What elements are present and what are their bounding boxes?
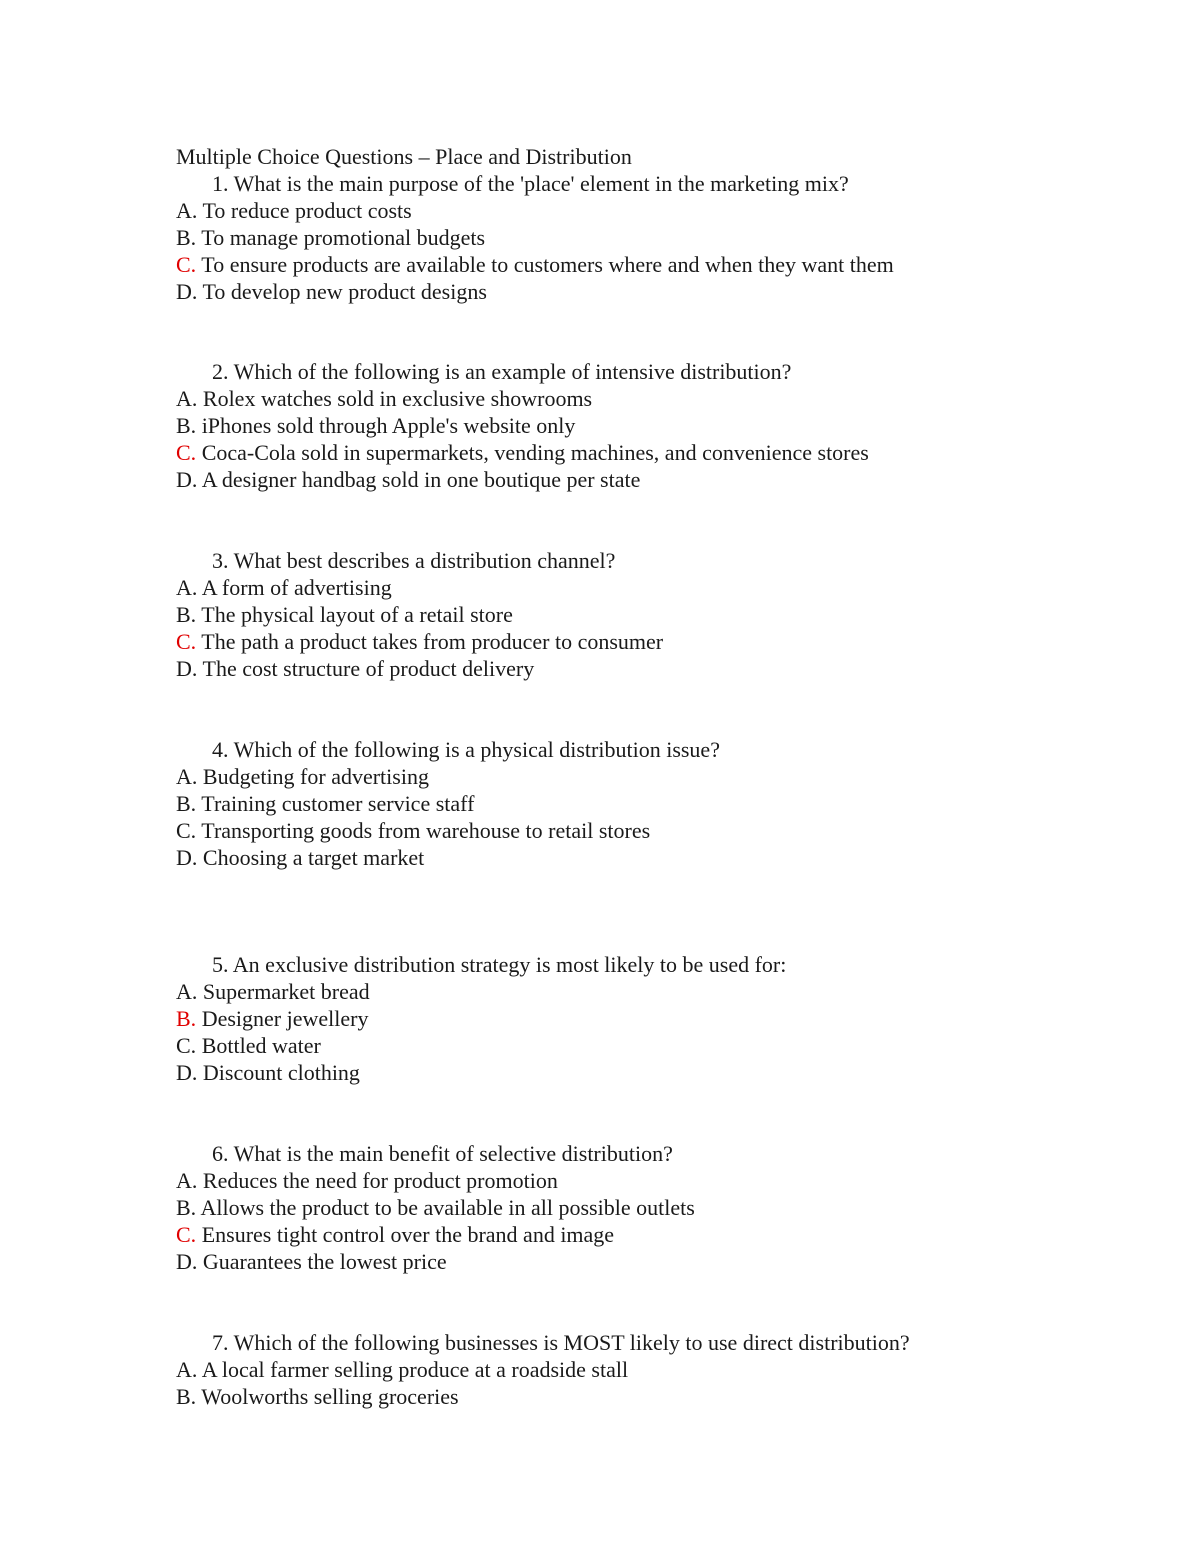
answer-option-c [176,1221,1136,1248]
option-text: Guarantees the lowest price [202,1249,447,1274]
option-letter: D. [176,279,198,304]
answer-option-b [176,1383,1136,1410]
answer-option-b [176,790,1136,817]
option-letter: C. [176,1222,197,1247]
option-letter: C. [176,629,197,654]
option-letter: A. [176,575,198,600]
option-text: Reduces the need for product promotion [202,1168,558,1193]
answer-option-d [176,1248,1136,1275]
option-text: To reduce product costs [202,198,412,223]
question-3 [176,547,1136,682]
option-letter: B. [176,1006,197,1031]
option-letter: B. [176,1384,197,1409]
question-stem: 6. What is the main benefit of selective distribution? [212,1141,673,1166]
option-text: Transporting goods from warehouse to retail stores [201,818,651,843]
question-stem: 5. An exclusive distribution strategy is most likely to be used for: [212,952,787,977]
option-letter: B. [176,791,197,816]
option-letter: D. [176,845,198,870]
answer-option-c [176,628,1136,655]
option-text: A designer handbag sold in one boutique per state [201,467,641,492]
answer-option-d [176,844,1136,871]
answer-option-a [176,385,1136,412]
answer-option-d [176,1059,1136,1086]
answer-option-b [176,1194,1136,1221]
option-text: A form of advertising [201,575,392,600]
document-title: Multiple Choice Questions – Place and Distribution [176,144,632,169]
option-letter: C. [176,1033,197,1058]
option-text: To develop new product designs [202,279,487,304]
answer-option-c [176,439,1136,466]
option-text: The cost structure of product delivery [202,656,535,681]
option-text: Designer jewellery [201,1006,369,1031]
option-letter: B. [176,225,197,250]
answer-option-d [176,466,1136,493]
option-text: Allows the product to be available in all possible outlets [200,1195,695,1220]
option-letter: A. [176,764,198,789]
answer-option-a [176,763,1136,790]
answer-option-a [176,978,1136,1005]
answer-option-a [176,574,1136,601]
question-stem: 2. Which of the following is an example of intensive distribution? [212,359,792,384]
answer-option-a [176,197,1136,224]
answer-option-c [176,1032,1136,1059]
option-letter: D. [176,656,198,681]
answer-option-a [176,1167,1136,1194]
option-letter: A. [176,1357,198,1382]
answer-option-a [176,1356,1136,1383]
option-text: The physical layout of a retail store [201,602,513,627]
option-text: Rolex watches sold in exclusive showrooms [202,386,593,411]
answer-option-b [176,601,1136,628]
question-1 [176,170,1136,305]
answer-option-b [176,412,1136,439]
option-letter: A. [176,1168,198,1193]
answer-option-c [176,817,1136,844]
question-7 [176,1329,1136,1410]
option-letter: D. [176,1249,198,1274]
answer-option-b [176,224,1136,251]
option-text: Discount clothing [202,1060,360,1085]
answer-option-d [176,278,1136,305]
question-stem: 7. Which of the following businesses is MOST likely to use direct distribution? [212,1330,910,1355]
option-text: Woolworths selling groceries [201,1384,459,1409]
question-stem: 4. Which of the following is a physical distribution issue? [212,737,720,762]
option-letter: D. [176,1060,198,1085]
option-text: Ensures tight control over the brand and image [201,1222,615,1247]
option-text: Budgeting for advertising [202,764,429,789]
option-letter: A. [176,386,198,411]
option-letter: B. [176,413,197,438]
question-stem: 3. What best describes a distribution channel? [212,548,616,573]
option-text: To manage promotional budgets [201,225,486,250]
question-stem: 1. What is the main purpose of the 'place' element in the marketing mix? [212,171,849,196]
answer-option-d [176,655,1136,682]
option-text: A local farmer selling produce at a roadside stall [201,1357,629,1382]
question-2 [176,358,1136,493]
option-text: Coca-Cola sold in supermarkets, vending machines, and convenience stores [201,440,869,465]
answer-option-b [176,1005,1136,1032]
option-text: Training customer service staff [201,791,475,816]
option-letter: C. [176,440,197,465]
question-4 [176,736,1136,871]
option-letter: A. [176,198,198,223]
option-text: To ensure products are available to customers where and when they want them [201,252,894,277]
option-letter: A. [176,979,198,1004]
option-letter: D. [176,467,198,492]
option-text: iPhones sold through Apple's website only [201,413,576,438]
question-5 [176,951,1136,1086]
option-text: Choosing a target market [202,845,425,870]
option-letter: C. [176,818,197,843]
option-letter: C. [176,252,197,277]
answer-option-c [176,251,1136,278]
option-text: Bottled water [201,1033,321,1058]
option-text: The path a product takes from producer to consumer [201,629,664,654]
option-letter: B. [176,602,197,627]
question-6 [176,1140,1136,1275]
option-letter: B. [176,1195,197,1220]
option-text: Supermarket bread [202,979,370,1004]
